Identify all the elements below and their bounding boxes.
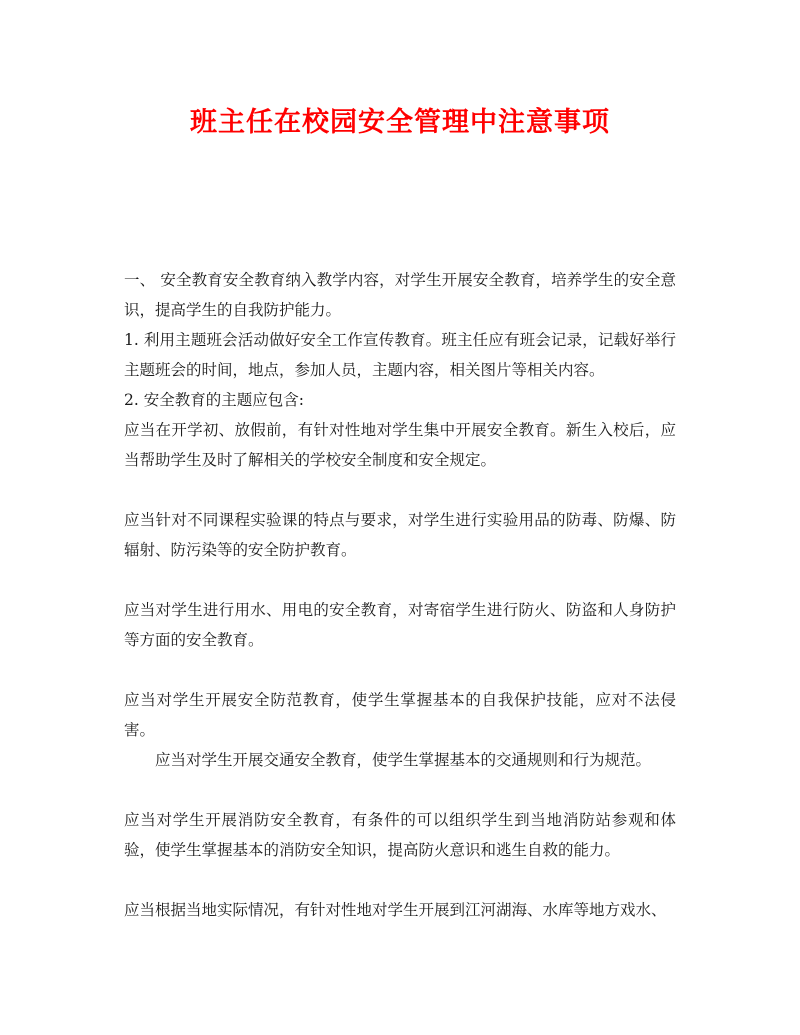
document-title: 班主任在校园安全管理中注意事项 [190, 107, 610, 138]
paragraph-gap [124, 475, 676, 505]
paragraph-water-electric-safety: 应当对学生进行用水、用电的安全教育，对寄宿学生进行防火、防盗和人身防护等方面的安全教育。 [124, 601, 676, 649]
paragraph-self-protection: 应当对学生开展安全防范教育，使学生掌握基本的自我保护技能，应对不法侵害。 [124, 691, 676, 739]
paragraph-item-2: 2. 安全教育的主题应包含: [124, 391, 304, 409]
paragraph-gap [124, 565, 676, 595]
paragraph-lab-safety: 应当针对不同课程实验课的特点与要求，对学生进行实验用品的防毒、防爆、防辐射、防污染等的安全防护教育。 [124, 511, 676, 559]
paragraph-gap [124, 775, 676, 805]
paragraph-gap [124, 655, 676, 685]
paragraph-gap [124, 865, 676, 895]
document-body [124, 265, 676, 925]
paragraph-fire-safety: 应当对学生开展消防安全教育，有条件的可以组织学生到当地消防站参观和体验，使学生掌握基本的消防安全知识，提高防火意识和逃生自救的能力。 [124, 811, 676, 859]
paragraph-semester-safety: 应当在开学初、放假前，有针对性地对学生集中开展安全教育。新生入校后，应当帮助学生及时了解相关的学校安全制度和安全规定。 [124, 421, 676, 469]
paragraph-section-one: 一、 安全教育安全教育纳入教学内容，对学生开展安全教育，培养学生的安全意识，提高学生的自我防护能力。 [124, 271, 676, 319]
paragraph-water-activity-safety: 应当根据当地实际情况，有针对性地对学生开展到江河湖海、水库等地方戏水、 [124, 901, 667, 919]
paragraph-item-1: 1. 利用主题班会活动做好安全工作宣传教育。班主任应有班会记录，记载好举行主题班会的时间，地点，参加人员，主题内容，相关图片等相关内容。 [124, 331, 676, 379]
paragraph-traffic-safety: 应当对学生开展交通安全教育，使学生掌握基本的交通规则和行为规范。 [155, 751, 652, 769]
